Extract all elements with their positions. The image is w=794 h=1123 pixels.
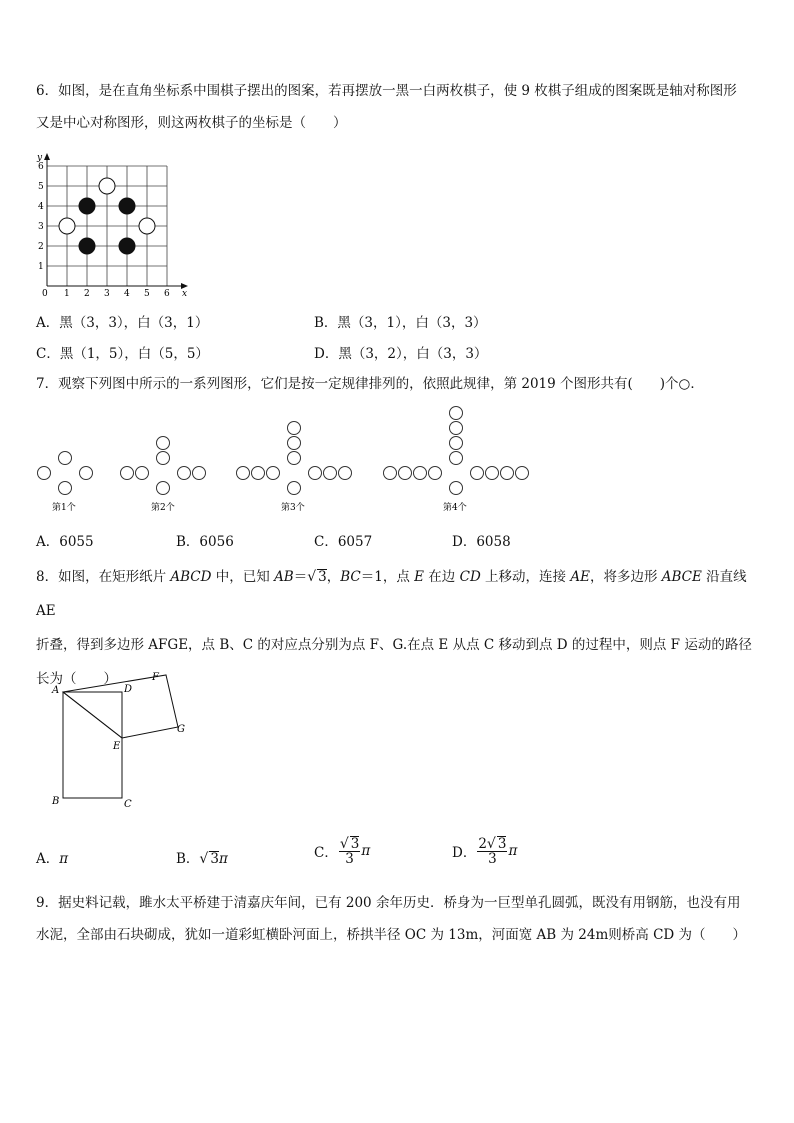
q8-option-d[interactable]: D． $\frac{2√ 3}{3}$ π [452, 836, 518, 867]
q7-circle [414, 467, 427, 480]
q8-polygon-afge [63, 675, 178, 738]
q7-circle [193, 467, 206, 480]
q8-label-f: F [152, 672, 159, 683]
question-7 [36, 368, 758, 400]
q6-x-tick-label: 3 [104, 289, 110, 299]
q7-circle [309, 467, 322, 480]
q7-circle [38, 467, 51, 480]
q6-x-tick-label: 5 [144, 289, 150, 299]
q7-circle [288, 437, 301, 450]
q7-circle [486, 467, 499, 480]
q6-white-stone [59, 218, 75, 234]
q7-circle [178, 467, 191, 480]
q7-caption-4: 第4个 [443, 503, 467, 513]
question-6 [36, 75, 758, 139]
q7-caption-2: 第2个 [151, 503, 175, 513]
q7-circle [450, 452, 463, 465]
q8-label-e: E [113, 741, 121, 752]
q8-label-d: D [124, 684, 133, 695]
q8-rectangle-fold-figure [40, 665, 210, 815]
q7-circle-pattern-figure [0, 405, 794, 517]
q7-circle [450, 482, 463, 495]
q6-x-tick-label: 1 [64, 289, 70, 299]
q8-option-a[interactable]: A．π [36, 851, 69, 867]
q7-circle [516, 467, 529, 480]
q6-y-tick-labels [38, 162, 44, 272]
q7-circle [80, 467, 93, 480]
q6-white-stone [99, 178, 115, 194]
q6-x-label: x [182, 289, 188, 299]
q7-caption-1: 第1个 [52, 503, 76, 513]
q7-circles [38, 407, 529, 495]
q9-line-1: 9．据史料记载，雎水太平桥建于清嘉庆年间，已有 200 余年历史．桥身为一巨型单孔圆弧，既没有用钢筋，也没有用 [36, 895, 741, 911]
q6-black-stone [79, 198, 95, 214]
q6-option-a[interactable]: A．黑（3，3），白（3，1） [36, 315, 209, 331]
q6-y-axis-arrow [44, 153, 50, 160]
q7-circle [288, 482, 301, 495]
q7-circle [324, 467, 337, 480]
q7-circle [450, 407, 463, 420]
q9-line-2: 水泥，全部由石块砌成，犹如一道彩虹横卧河面上，桥拱半径 OC 为 13m，河面宽 AB 为 24m则桥高 CD 为（ ） [36, 927, 747, 943]
q6-black-stone [119, 238, 135, 254]
q6-line-2: 又是中心对称图形，则这两枚棋子的坐标是（ ） [36, 115, 347, 131]
q7-line-1: 7．观察下列图中所示的一系列图形，它们是按一定规律排列的，依照此规律，第 2019 个图形共有( )个○． [36, 376, 704, 392]
q7-circle [471, 467, 484, 480]
q8-line-2: 折叠，得到多边形 AFGE，点 B、C 的对应点分别为点 F、G.在点 E 从点 C 移动到点 D 的过程中，则点 F 运动的路径 [36, 637, 752, 653]
q8-label-c: C [124, 799, 132, 810]
q6-black-stone [119, 198, 135, 214]
q8-line-1: 8．如图，在矩形纸片 ABCD 中，已知 AB＝√ 3，BC＝1，点 E 在边 CD 上移动，连接 AE，将多边形 ABCE 沿直线 AE [36, 569, 747, 619]
q8-line-3: 长为（ ） [36, 671, 117, 687]
q7-circle [267, 467, 280, 480]
q7-circle [399, 467, 412, 480]
q7-circle [157, 437, 170, 450]
q6-y-label: y [37, 153, 43, 163]
q7-circle [136, 467, 149, 480]
q7-circle [501, 467, 514, 480]
q7-circle [450, 422, 463, 435]
q7-option-b[interactable]: B．6056 [176, 534, 234, 550]
q7-circle [157, 452, 170, 465]
q7-circle [237, 467, 250, 480]
q8-option-c[interactable]: C． $\frac{√ 3}{3}$ π [314, 836, 371, 867]
q6-x-tick-label: 2 [84, 289, 90, 299]
q7-circle [384, 467, 397, 480]
q7-option-d[interactable]: D．6058 [452, 534, 511, 550]
q6-white-stone [139, 218, 155, 234]
q7-option-a[interactable]: A．6055 [36, 534, 94, 550]
q6-option-d[interactable]: D．黑（3，2），白（3，3） [314, 346, 488, 362]
q7-circle [450, 437, 463, 450]
q7-circle [59, 482, 72, 495]
q7-circle [252, 467, 265, 480]
q7-circle [121, 467, 134, 480]
q7-circle [429, 467, 442, 480]
q7-circle [288, 452, 301, 465]
q6-y-tick-label: 6 [38, 162, 44, 172]
q8-sqrt-3: √ 3 [307, 569, 327, 585]
q8-label-g: G [177, 724, 185, 735]
q8-label-b: B [52, 796, 60, 807]
q6-y-tick-label: 5 [38, 182, 44, 192]
q7-circle [157, 482, 170, 495]
q7-caption-3: 第3个 [281, 503, 305, 513]
q7-circle [288, 422, 301, 435]
q7-circle [339, 467, 352, 480]
q6-option-b[interactable]: B．黑（3，1），白（3，3） [314, 315, 487, 331]
q8-label-a: A [52, 685, 60, 696]
q6-origin-label: 0 [42, 289, 48, 299]
q6-y-tick-label: 2 [38, 242, 44, 252]
q6-x-tick-label: 6 [164, 289, 170, 299]
q6-x-tick-labels [64, 289, 170, 299]
q6-x-tick-label: 4 [124, 289, 130, 299]
q6-y-tick-label: 3 [38, 222, 44, 232]
question-9 [36, 887, 758, 951]
q6-y-tick-label: 4 [38, 202, 44, 212]
q7-option-c[interactable]: C．6057 [314, 534, 373, 550]
q6-line-1: 6．如图，是在直角坐标系中围棋子摆出的图案，若再摆放一黑一白两枚棋子，使 9 枚棋子组成的图案既是轴对称图形 [36, 83, 737, 99]
q7-circle [59, 452, 72, 465]
q6-black-stone [79, 238, 95, 254]
q6-go-board-figure [30, 150, 200, 302]
q6-y-tick-label: 1 [38, 262, 44, 272]
q6-option-c[interactable]: C．黑（1，5），白（5，5） [36, 346, 209, 362]
q8-option-b[interactable]: B．√ 3π [176, 851, 228, 867]
